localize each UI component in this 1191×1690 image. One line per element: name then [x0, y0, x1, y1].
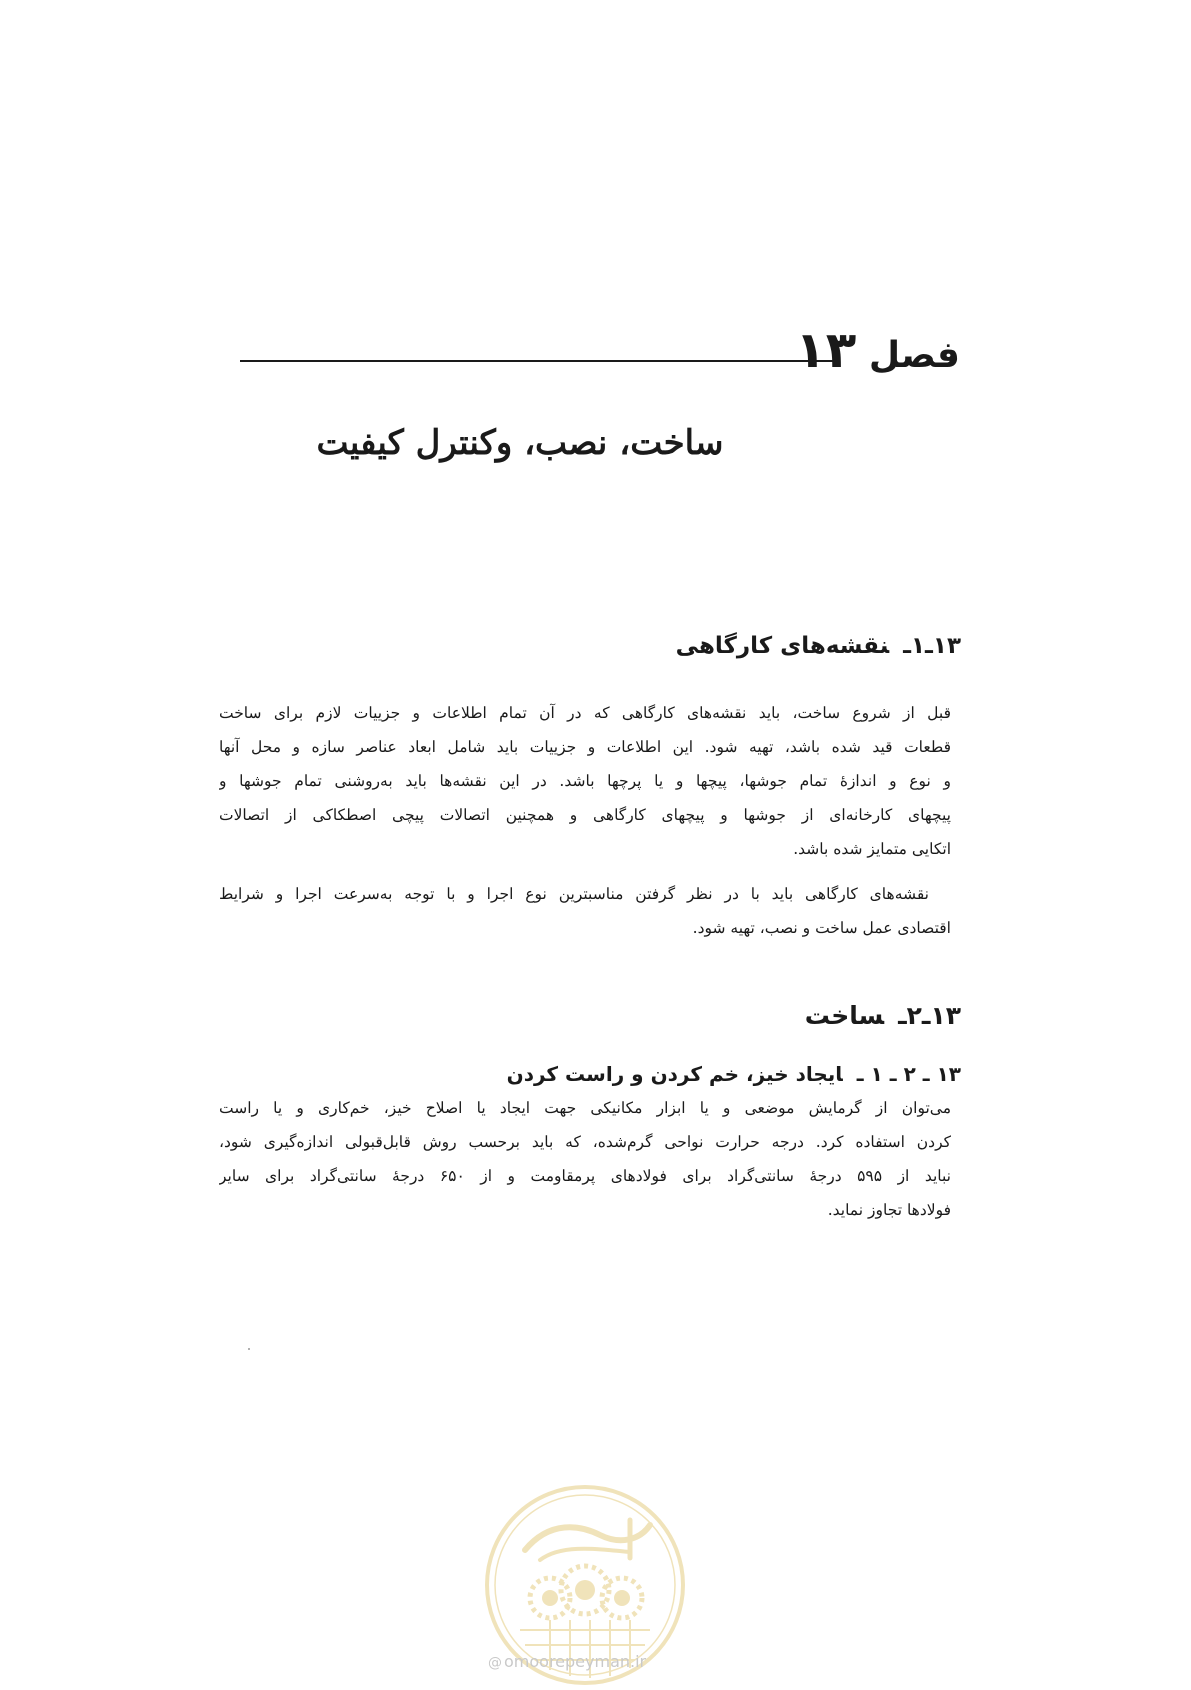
paragraph-line: می‌توان از گرمایش موضعی و یا ابزار مکانیکی جهت ایجاد یا اصلاح خیز، خم‌کاری و یا راست [219, 1099, 951, 1117]
paragraph-line: فولادها تجاوز نماید. [827, 1201, 951, 1219]
paragraph-line: کردن استفاده کرد. درجه حرارت نواحی گرم‌شده، که باید برحسب روش قابل‌قبولی اندازه‌گیری شود، [219, 1133, 951, 1151]
chapter-label-text: فصل [868, 335, 960, 376]
chapter-title: ساخت، نصب، وکنترل کیفیت [316, 423, 724, 463]
paragraph-line: و نوع و اندازهٔ تمام جوشها، پیچها و یا پرچها باشد. در این نقشه‌ها باید به‌روشنی تمام جوشها و [219, 772, 951, 790]
paragraph-line: قبل از شروع ساخت، باید نقشه‌های کارگاهی که در آن تمام اطلاعات و جزییات لازم برای ساخت [219, 704, 951, 722]
section-title: نقشه‌های کارگاهی [675, 633, 890, 659]
stray-dot [248, 1348, 250, 1350]
chapter-rule [240, 360, 835, 362]
paragraph-line: نباید از ۵۹۵ درجهٔ سانتی‌گراد برای فولادهای پرمقاومت و از ۶۵۰ درجهٔ سانتی‌گراد برای سایر [219, 1167, 951, 1185]
section-heading-13-2 [805, 998, 961, 1034]
at-icon: @ [488, 1655, 502, 1671]
chapter-label [789, 322, 960, 384]
paragraph-line: قطعات قید شده باشد، تهیه شود. این اطلاعات و جزییات باید شامل ابعاد عناصر سازه و محل آنها [219, 738, 951, 756]
section-title: ساخت [804, 1001, 885, 1030]
subsection-heading-13-2-1 [507, 1059, 961, 1089]
watermark-url [488, 1652, 708, 1671]
section-heading-13-1 [676, 629, 961, 663]
subsection-number: ۱۳ ـ ۲ ـ ۱ ـ [856, 1062, 961, 1086]
paragraph-line: پیچهای کارخانه‌ای از جوشها و پیچهای کارگاهی و همچنین اتصالات پیچی اصطکاکی از اتصالات [219, 806, 951, 824]
chapter-header [240, 322, 960, 382]
paragraph-line: نقشه‌های کارگاهی باید با در نظر گرفتن مناسبترین نوع اجرا و با توجه به‌سرعت اجرا و شرایط [219, 885, 929, 903]
chapter-number: ۱۳ [795, 321, 857, 379]
section-number: ۱۳ـ۲ـ [898, 1001, 961, 1030]
paragraph-line: اقتصادی عمل ساخت و نصب، تهیه شود. [692, 919, 951, 937]
paragraph-line: اتکایی متمایز شده باشد. [793, 840, 951, 858]
subsection-title: ایجاد خیز، خم کردن و راست کردن [506, 1062, 843, 1086]
section-number: ۱۳ـ۱ـ [903, 633, 961, 659]
watermark-url-text: omoorepeyman.ir [504, 1652, 647, 1671]
